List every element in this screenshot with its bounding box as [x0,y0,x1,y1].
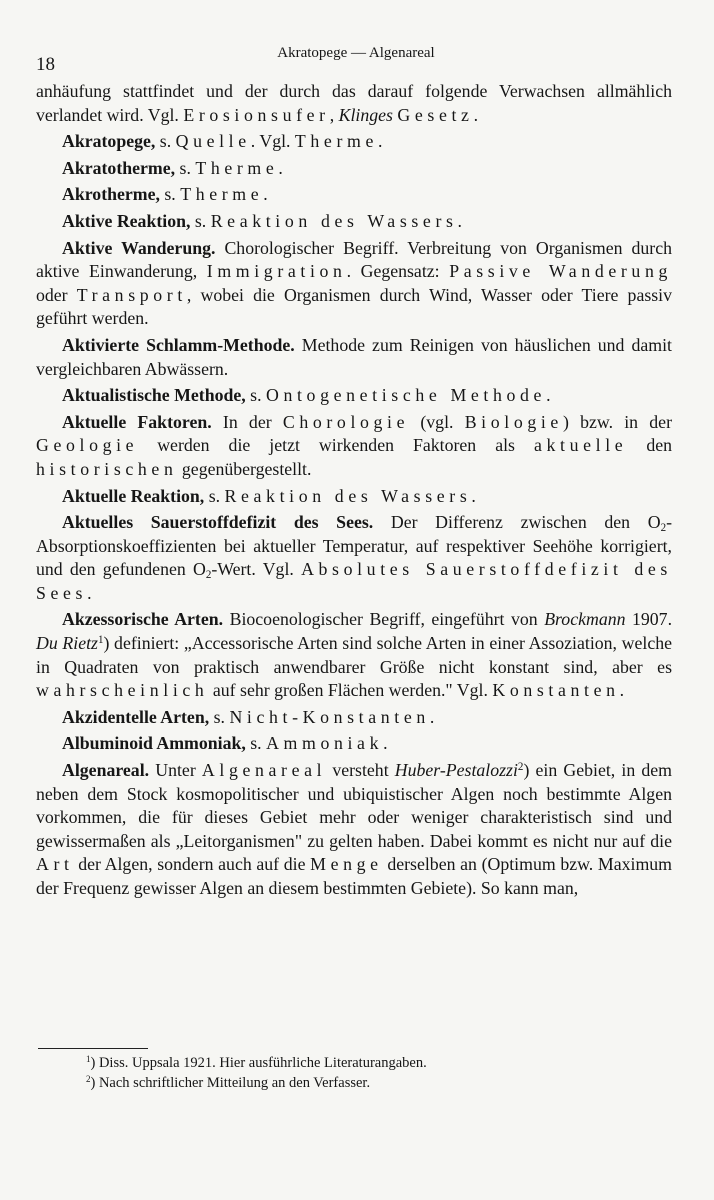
entry-akzessorische-arten [36,608,672,702]
emphasis: wahrscheinlich [36,680,209,701]
author-name: Brockmann [544,609,626,630]
entry-text: . [473,104,479,125]
cross-reference: Reaktion des Wassers [224,485,472,506]
entry-akratotherme [36,157,672,181]
footnote-1 [86,1053,676,1073]
entry-aktive-wanderung [36,237,672,331]
entry-aktive-reaktion [36,210,672,234]
entry-headword: Akratopege, [62,131,156,152]
entry-text: gegenübergestellt. [177,458,312,479]
cross-reference: Erosionsufer [183,104,330,125]
cross-reference: Chorologie [282,411,410,432]
emphasis: Art [36,854,74,875]
author-name: Klinges [338,104,393,125]
entry-headword: Aktualistische Methode, [62,385,246,406]
entry-text: versteht [326,760,395,781]
cross-reference: Ontogenetische Methode [266,385,547,406]
footnote-marker: 2 [517,760,524,773]
entry-text: s. [209,706,230,727]
entry-text: Methode zum Reinigen von häuslichen und damit vergleichbaren Abwässern. [36,334,672,379]
cross-reference: Therme [294,131,378,152]
entry-aktuelle-reaktion [36,485,672,509]
entry-headword: Aktivierte Schlamm-Methode. [62,334,295,355]
cross-reference: Quelle [175,131,251,152]
entry-text: s. [245,733,267,754]
entry-text: ) ein Gebiet, in dem neben dem Stock kosmopolitischer und ubiquistischer Algen noch bestimmte Algen vorkommen, die für dieses Gebiet mehr oder weniger charakteristisch sind und gewissermaßen als „Leitorganismen" zu gelten haben. Dabei kommt es nicht nur auf die [36,760,672,851]
cross-reference: Absolutes Sauerstoffdefizit des Sees [36,559,672,603]
cross-reference: Biologie [464,411,563,432]
entry-text: . [546,385,551,406]
footnote-marker: 2 [86,1074,91,1085]
entry-text: -Wert. Vgl. [211,559,302,580]
entry-aktualistische-methode [36,384,672,408]
entry-text: . [87,582,92,603]
entry-text: Chorologischer Begriff. Verbreitung von Organismen durch aktive Einwanderung, [36,237,672,282]
page-header [36,42,676,75]
cross-reference: Passive Wanderung [449,261,672,282]
cross-reference: historischen [36,458,178,479]
entry-albuminoid-ammoniak [36,732,672,756]
entry-headword: Albuminoid Ammoniak, [62,733,246,754]
entry-text: -Absorptionskoeffizienten bei aktueller Temperatur, auf respektiver Seehöhe korrigiert, und den gefundenen O [36,512,672,580]
cross-reference: Reaktion des Wassers [210,210,458,231]
entry-headword: Akzidentelle Arten, [62,706,210,727]
entry-text: . [377,131,383,152]
footnote-marker: 1 [86,1054,91,1065]
entry-aktivierte-schlamm-methode [36,334,672,381]
entry-text: . [619,680,625,701]
entry-headword: Aktuelle Faktoren. [62,411,212,432]
entry-text: . [471,485,476,506]
entry-akratopege [36,130,672,154]
entry-text: s. [204,485,225,506]
page-number: 18 [36,54,55,75]
entry-text: . [429,706,435,727]
entry-text: ) definiert: „Accessorische Arten sind solche Arten in einer Assoziation, welche in Quadraten von praktisch anwendbarer Größe nicht konstant sind, aber es [36,633,672,677]
cross-reference: Therme [195,157,279,178]
entry-text: s. [159,184,181,205]
entry-text: oder [36,284,77,305]
cross-reference: Immigration [206,261,347,282]
entry-text: s. [155,131,176,152]
entry-text: . [278,157,283,178]
entry-text: auf sehr großen Flächen werden." Vgl. [208,680,493,701]
subscript: 2 [205,569,212,582]
entry-text: Der Differenz zwischen den O [373,512,661,533]
entry-text: . Gegensatz: [346,261,450,282]
footnote-divider [38,1048,148,1049]
entry-text: . [263,184,268,205]
entry-text: , [329,104,339,125]
entry-akzidentelle-arten [36,706,672,730]
entry-algenareal [36,759,672,901]
footnote-text: ) Diss. Uppsala 1921. Hier ausführliche Literaturangaben. [90,1055,427,1071]
entry-headword: Aktive Reaktion, [62,210,191,231]
entry-headword: Akrotherme, [62,184,160,205]
entry-text: . [457,210,462,231]
footnote-2 [86,1073,676,1093]
cross-reference: Therme [180,184,264,205]
entry-text: (vgl. [409,411,465,432]
entry-aktuelle-faktoren [36,411,672,482]
entry-text: s. [245,385,266,406]
emphasis: Algenareal [201,760,327,781]
entry-aktuelles-sauerstoffdefizit [36,511,672,605]
cross-reference: Nicht-Konstanten [229,706,430,727]
entry-continuation [36,80,672,127]
entry-text: . [383,733,388,754]
author-name: Du Rietz [36,633,98,654]
running-head: Akratopege — Algenareal [277,45,435,61]
footnote-marker: 1 [97,634,104,646]
entry-text: derselben an (Optimum bzw. Maximum der Frequenz gewisser Algen an diesem bestimmten Gebiete). So kann man, [36,854,672,898]
entry-text: In der [211,411,283,432]
entry-headword: Akratotherme, [62,157,176,178]
entry-text: werden die jetzt wirkenden Faktoren als [138,435,534,456]
cross-reference: Ammoniak [266,733,384,754]
page-body [36,80,672,904]
cross-reference: Konstanten [492,680,620,701]
entry-text: den [627,435,672,456]
subscript: 2 [660,521,667,534]
entry-text: , wobei die Organismen durch Wind, Wasser oder Tiere passiv geführt werden. [36,284,673,329]
cross-reference: Geologie [36,435,139,456]
entry-text: anhäufung stattfindet und der durch das darauf folgende Verwachsen allmählich verlandet wird. Vgl. [36,81,672,125]
entry-headword: Aktuelle Reaktion, [62,485,205,506]
entry-text: 1907. [625,609,673,630]
entry-headword: Aktive Wanderung. [62,237,216,258]
entry-text: s. [190,210,211,231]
entry-text: Unter [149,760,202,781]
emphasis: Menge [310,854,383,875]
entry-akrotherme [36,183,672,207]
entry-text: ) bzw. in der [562,411,672,432]
cross-reference: aktuelle [533,435,628,456]
entry-text: s. [175,157,196,178]
cross-reference: Transport [76,284,187,305]
entry-text: . Vgl. [250,131,295,152]
entry-text: der Algen, sondern auch auf die [73,854,311,875]
cross-reference: Gesetz [397,104,474,125]
entry-headword: Algenareal. [62,760,150,781]
entry-headword: Akzessorische Arten. [62,609,224,630]
entry-text: Biocoenologischer Begriff, eingeführt von [223,609,545,630]
entry-headword: Aktuelles Sauerstoffdefizit des Sees. [62,512,374,533]
footnote-text: ) Nach schriftlicher Mitteilung an den Verfasser. [90,1075,371,1091]
author-name: Huber-Pestalozzi [394,760,518,781]
